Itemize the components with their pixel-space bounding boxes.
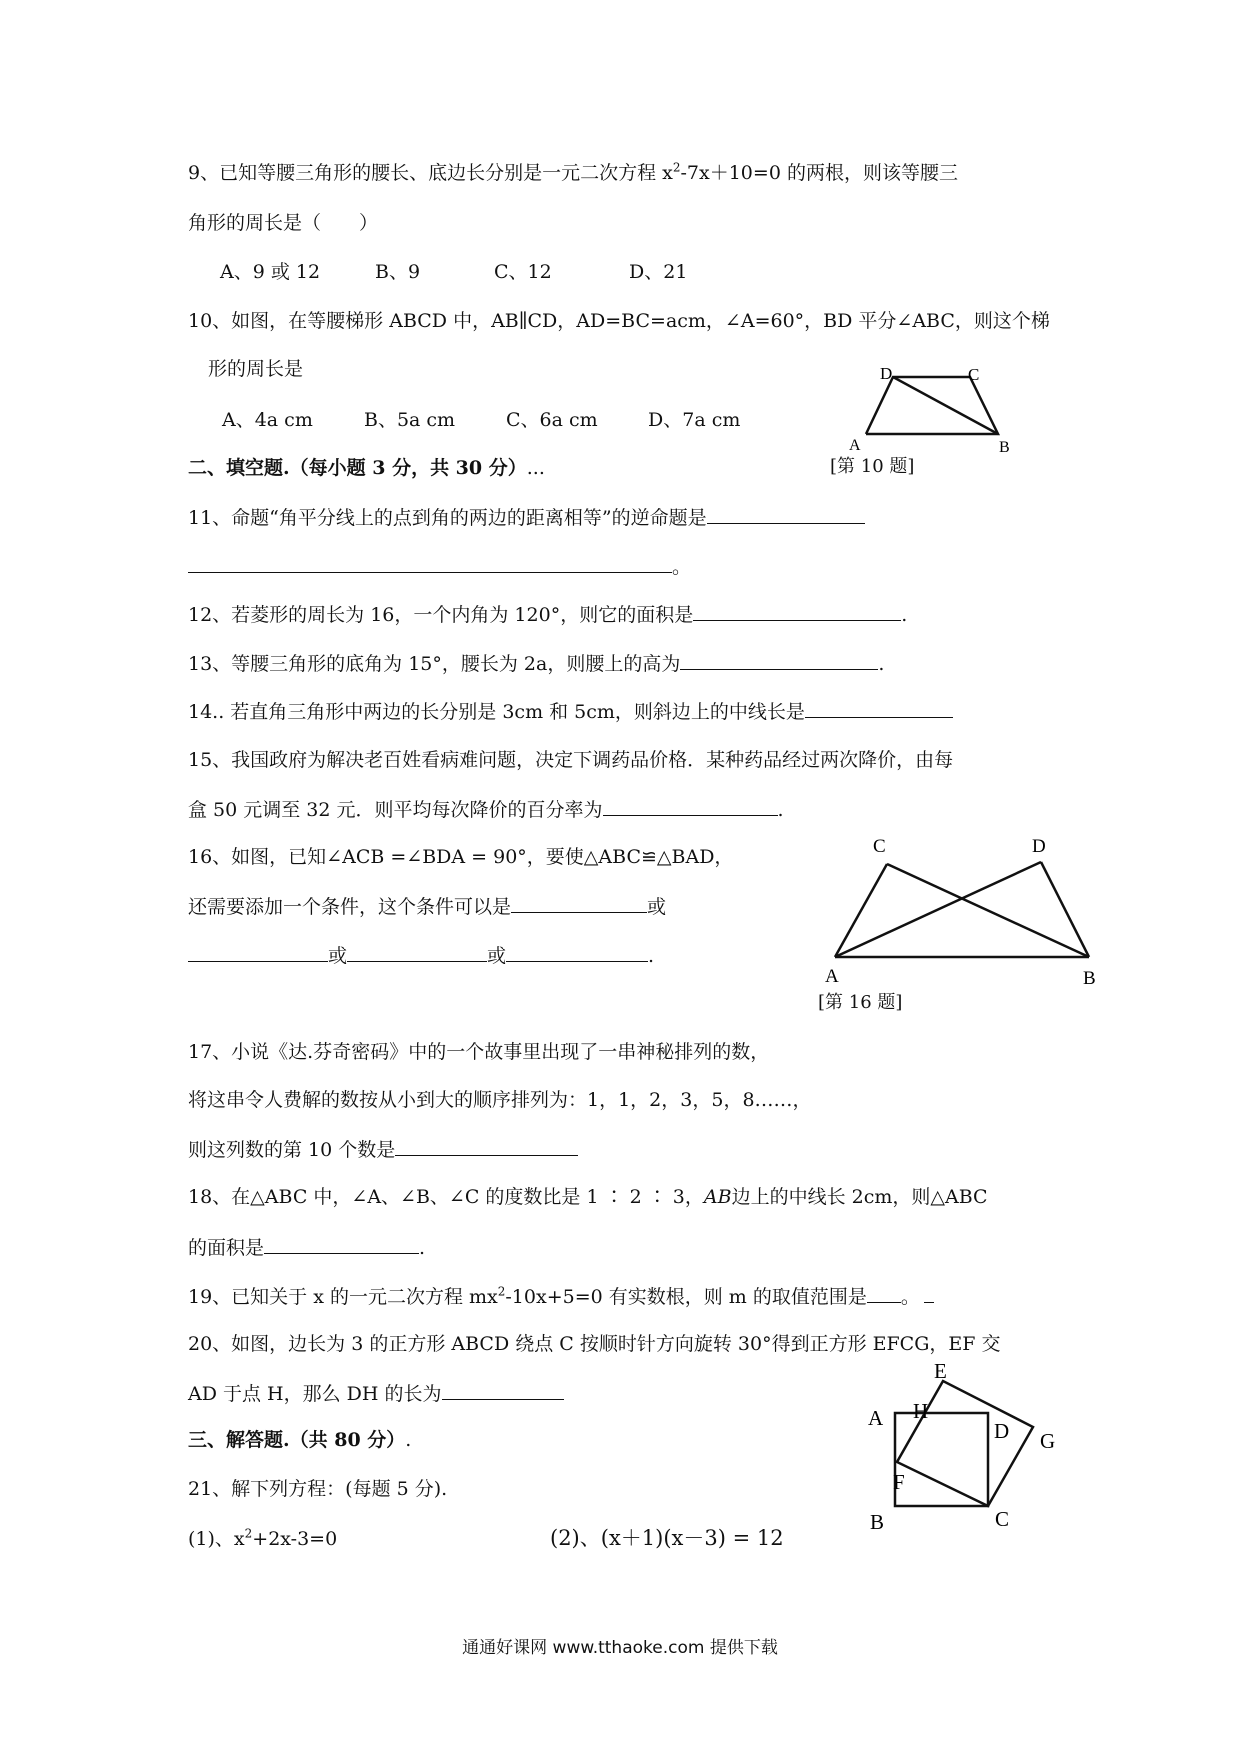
- q15-line2: 盒 50 元调至 32 元．则平均每次降价的百分率为 .: [188, 796, 784, 822]
- q11-line2: 。: [188, 553, 691, 579]
- page-footer: 通通好课网 www.tthaoke.com 提供下载: [462, 1638, 778, 1658]
- q17-line2: 将这串令人费解的数按从小到大的顺序排列为：1，1，2，3，5，8……，: [188, 1089, 812, 1111]
- q16-label-a: A: [825, 966, 839, 987]
- q18-line2: 的面积是 .: [188, 1234, 425, 1260]
- q16-line2: 还需要添加一个条件，这个条件可以是 或: [188, 893, 666, 919]
- q9-option-b: B、9: [375, 261, 421, 283]
- q10-line2: 形的周长是: [208, 358, 304, 380]
- q9-option-c: C、12: [494, 261, 552, 283]
- q10-option-d: D、7a cm: [648, 409, 741, 431]
- q10-option-b: B、5a cm: [364, 409, 456, 431]
- q20-label-f: F: [893, 1470, 905, 1494]
- q20-label-e: E: [934, 1359, 947, 1383]
- q10-label-c: C: [968, 365, 980, 384]
- q10-figure-caption: [第 10 题]: [830, 456, 915, 477]
- q16-figure-caption: [第 16 题]: [818, 992, 903, 1013]
- q20-label-d: D: [994, 1419, 1010, 1443]
- q11-line1: 11、命题“角平分线上的点到角的两边的距离相等”的逆命题是: [188, 504, 865, 530]
- q12: 12、若菱形的周长为 16，一个内角为 120°，则它的面积是 .: [188, 601, 907, 627]
- section3-title: 三、解答题.（共 80 分）.: [188, 1429, 412, 1451]
- q20-label-a: A: [868, 1406, 884, 1430]
- q20-line2: AD 于点 H，那么 DH 的长为: [188, 1380, 564, 1406]
- q9-line1: 9、已知等腰三角形的腰长、底边长分别是一元二次方程 $x^2-7x+10=0$ 的两根，则该等腰三: [188, 160, 958, 184]
- q17-line1: 17、小说《达.芬奇密码》中的一个故事里出现了一串神秘排列的数，: [188, 1041, 770, 1063]
- q15-line1: 15、我国政府为解决老百姓看病难问题，决定下调药品价格．某种药品经过两次降价，由每: [188, 749, 954, 771]
- q16-label-d: D: [1032, 836, 1046, 857]
- q9-option-a: A、9 或 12: [220, 261, 321, 283]
- q20-label-b: B: [870, 1510, 885, 1534]
- q20-label-c: C: [995, 1507, 1010, 1531]
- q21-title: 21、解下列方程：(每题 5 分).: [188, 1478, 448, 1500]
- q16-label-b: B: [1083, 968, 1096, 989]
- q9-line2: 角形的周长是（ ）: [188, 212, 379, 234]
- q18-line1: 18、在△ABC 中，∠A、∠B、∠C 的度数比是 1 ∶ 2 ∶ 3，AB边上的中线长 2cm，则△ABC: [188, 1186, 988, 1208]
- q16-label-c: C: [873, 836, 886, 857]
- q14: 14.. 若直角三角形中两边的长分别是 3cm 和 5cm，则斜边上的中线长是: [188, 698, 953, 724]
- q20-label-h: H: [913, 1399, 929, 1423]
- section2-title: 二、填空题.（每小题 3 分，共 30 分）...: [188, 457, 545, 479]
- q20-label-g: G: [1040, 1429, 1056, 1453]
- q10-option-a: A、4a cm: [222, 409, 313, 431]
- q19: 19、已知关于 x 的一元二次方程 $mx^2-10x+5=0$ 有实数根，则 m 的取值范围是 。: [188, 1283, 934, 1309]
- q10-option-c: C、6a cm: [506, 409, 598, 431]
- square-abcd: [895, 1413, 988, 1506]
- q9-option-d: D、21: [629, 261, 688, 283]
- q20-line1: 20、如图，边长为 3 的正方形 ABCD 绕点 C 按顺时针方向旋转 30°得到正方形 EFCG，EF 交: [188, 1333, 1001, 1355]
- q10-label-d: D: [880, 364, 893, 383]
- q10-label-b: B: [999, 439, 1010, 456]
- q10-label-a: A: [849, 437, 861, 454]
- q21-part1: (1)、$x^2+2x-3=0$: [188, 1526, 338, 1550]
- q17-line3: 则这列数的第 10 个数是: [188, 1136, 578, 1162]
- q10-line1: 10、如图，在等腰梯形 ABCD 中，AB∥CD，AD=BC=acm，∠A=60°，BD 平分∠ABC，则这个梯: [188, 310, 1050, 332]
- q16-line3: 或 或 .: [188, 942, 654, 968]
- q13: 13、等腰三角形的底角为 15°，腰长为 2a，则腰上的高为 .: [188, 650, 884, 676]
- q16-line1: 16、如图，已知∠ACB =∠BDA = 90°，要使△ABC≌△BAD，: [188, 846, 734, 868]
- q21-part2: (2)、(x＋1)(x－3) = 12: [550, 1526, 784, 1550]
